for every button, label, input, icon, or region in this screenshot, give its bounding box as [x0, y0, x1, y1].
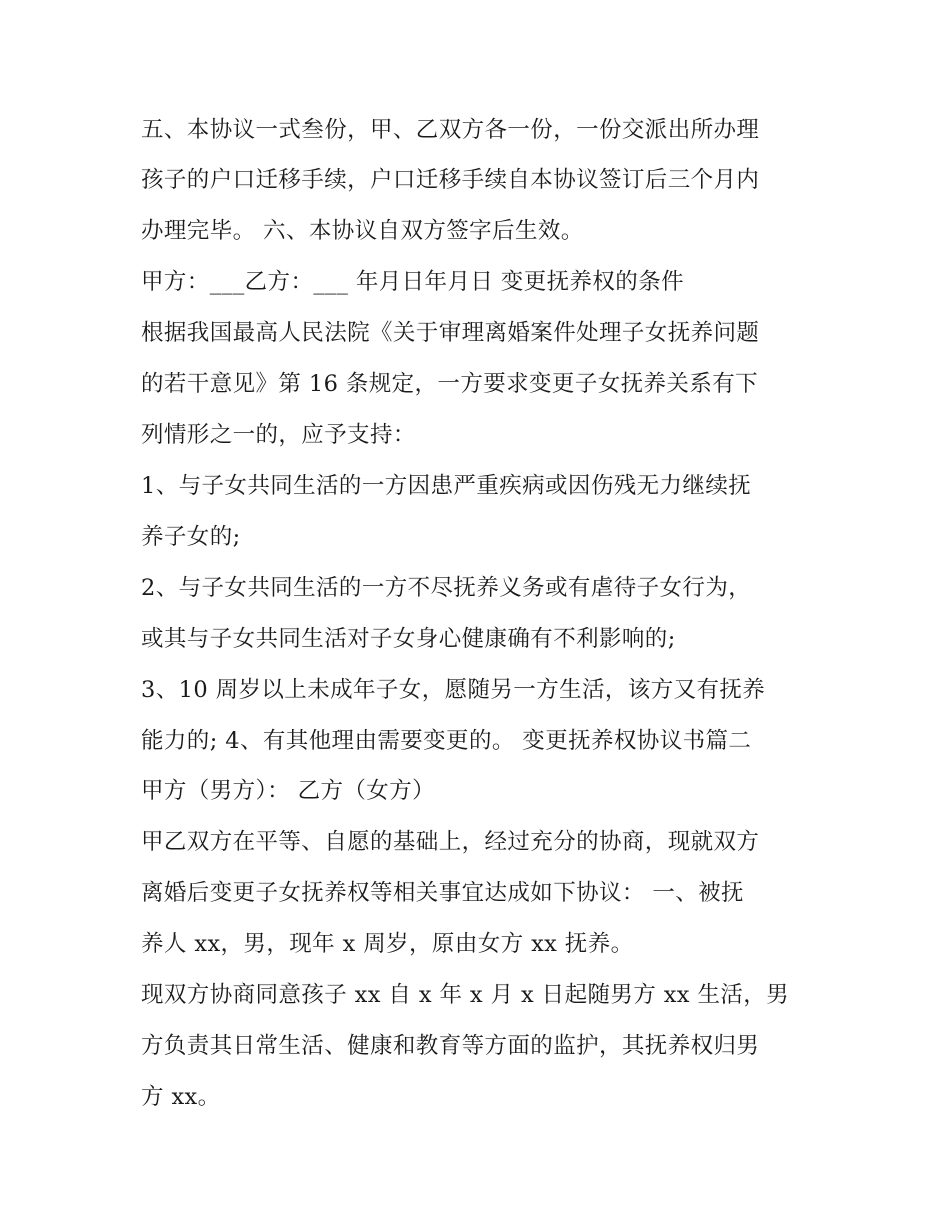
- text-line: 五、本协议一式叁份，甲、乙双方各一份，一份交派出所办理: [141, 117, 760, 143]
- text-line: 1、与子女共同生活的一方因患严重疾病或因伤残无力继续抚: [141, 473, 752, 499]
- text-line: 养人 xx，男，现年 x 周岁，原由女方 xx 抚养。: [141, 931, 634, 957]
- text-line: 3、10 周岁以上未成年子女，愿随另一方生活，该方又有抚养: [141, 677, 766, 703]
- text-line: 的若干意见》第 16 条规定，一方要求变更子女抚养关系有下: [141, 371, 759, 397]
- text-line: 甲方（男方）： 乙方（女方）: [141, 778, 436, 804]
- text-line: 方 xx。: [141, 1084, 221, 1110]
- text-line: 甲方：___乙方：___ 年月日年月日 变更抚养权的条件: [141, 269, 685, 295]
- text-line: 列情形之一的，应予支持：: [141, 422, 416, 448]
- text-line: 现双方协商同意孩子 xx 自 x 年 x 月 x 日起随男方 xx 生活，男: [141, 982, 790, 1008]
- text-line: 养子女的;: [141, 524, 241, 550]
- text-line: 能力的; 4、有其他理由需要变更的。 变更抚养权协议书篇二: [141, 728, 752, 754]
- text-line: 办理完毕。 六、本协议自双方签字后生效。: [141, 218, 584, 244]
- text-line: 孩子的户口迁移手续，户口迁移手续自本协议签订后三个月内: [141, 167, 760, 193]
- text-line: 离婚后变更子女抚养权等相关事宜达成如下协议： 一、被抚: [141, 880, 744, 906]
- text-line: 或其与子女共同生活对子女身心健康确有不利影响的;: [141, 626, 676, 652]
- text-line: 方负责其日常生活、健康和教育等方面的监护，其抚养权归男: [141, 1033, 760, 1059]
- text-line: 根据我国最高人民法院《关于审理离婚案件处理子女抚养问题: [141, 320, 760, 346]
- text-line: 2、与子女共同生活的一方不尽抚养义务或有虐待子女行为，: [141, 575, 752, 601]
- text-line: 甲乙双方在平等、自愿的基础上，经过充分的协商，现就双方: [141, 829, 760, 855]
